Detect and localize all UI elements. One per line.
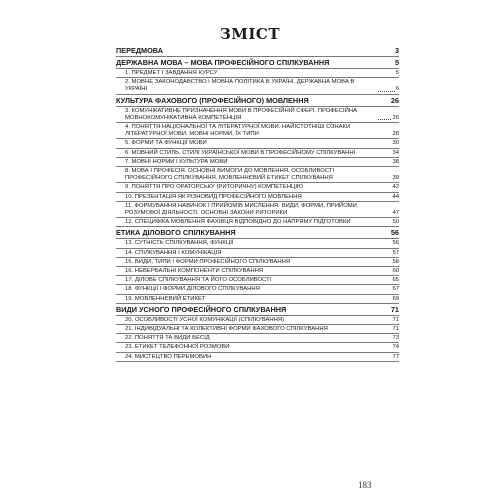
toc-entry-page: 26 <box>392 114 399 121</box>
toc-subsection-item <box>116 107 399 123</box>
toc-leader <box>208 142 392 146</box>
toc-entry-title: ДЕРЖАВНА МОВА – МОВА ПРОФЕСІЙНОГО СПІЛКУВАННЯ <box>116 58 330 67</box>
toc-entry-title: 16. НЕВЕРБАЛЬНІ КОМПОНЕНТИ СПІЛКУВАННЯ <box>125 268 264 275</box>
toc-entry-page: 28 <box>392 131 399 138</box>
toc-subsection-item <box>116 69 399 78</box>
toc-leader <box>378 132 391 136</box>
toc-subsection-item <box>116 325 399 334</box>
toc-entry-title: 10. ПРЕЗЕНТАЦІЯ ЯК РІЗНОВИД ПРОФЕСІЙНОГО МОВЛЕННЯ <box>125 193 302 200</box>
toc-entry-page: 30 <box>392 140 399 147</box>
toc-entry-page: 34 <box>392 149 399 156</box>
toc-leader <box>310 99 390 103</box>
toc-entry-page: 39 <box>392 175 399 182</box>
toc-leader <box>304 186 392 190</box>
toc-entry-page: 26 <box>390 95 399 105</box>
toc-entry-title: 19. МОВЛЕННЄВИЙ ЕТИКЕТ <box>125 295 206 302</box>
toc-entry-title: 13. СУТНІСТЬ СПІЛКУВАННЯ, ФУНКЦІЇ <box>125 240 234 247</box>
toc-entry-page: 50 <box>392 219 399 226</box>
toc-entry-title: 22. ПОНЯТТЯ ТА ВИДИ БЕСІД <box>125 335 210 342</box>
toc-entry-page: 5 <box>395 70 399 76</box>
toc-subsection-item <box>116 158 399 167</box>
toc-entry-page: 71 <box>392 316 399 323</box>
toc-subsection-item <box>116 218 399 227</box>
toc-entry-page: 74 <box>392 344 399 351</box>
toc-leader <box>206 297 391 301</box>
toc-subsection-item <box>116 276 399 285</box>
toc-subsection-item <box>116 343 399 352</box>
toc-entry-title: 12. СПЕЦИФІКА МОВЛЕННЯ ФАХІВЦЯ ВІДПОВІДНО ДО НАПРЯМУ ПІДГОТОВКИ <box>125 219 351 226</box>
toc-leader <box>212 355 391 359</box>
toc-entry-title: 11. ФОРМУВАННЯ НАВИЧОК І ПРИЙОМІВ МИСЛЕННЯ. ВИДИ, ФОРМИ, ПРИЙОМИ РОЗУМОВОЇ ДІЯЛЬНОСТІ. ОСНОВНІ ЗАКОНИ РИТОРИКИ <box>125 202 357 217</box>
toc-subsection-item <box>116 193 399 202</box>
toc-leader <box>378 87 395 92</box>
toc-entry-title: 6. МОВНИЙ СТИЛЬ. СТИЛІ УКРАЇНСЬКОЇ МОВИ В ПРОФЕСІЙНОМУ СПІЛКУВАННІ <box>125 149 356 156</box>
toc-leader <box>272 278 391 282</box>
toc-entry-title: 7. МОВНІ НОРМИ І КУЛЬТУРА МОВИ <box>125 158 228 165</box>
toc-subsection-item <box>116 78 399 94</box>
toc-leader <box>378 115 391 120</box>
toc-entry-title: 21. ІНДИВІДУАЛЬНІ ТА КОЛЕКТИВНІ ФОРМИ ФАХОВОГО СПІЛКУВАННЯ <box>125 326 328 333</box>
toc-entry-title: КУЛЬТУРА ФАХОВОГО (ПРОФЕСІЙНОГО) МОВЛЕННЯ <box>116 95 309 105</box>
toc-leader <box>264 269 391 273</box>
toc-leader <box>237 231 390 235</box>
toc-leader <box>229 160 392 164</box>
toc-entry-page: 77 <box>392 353 399 360</box>
toc-subsection-item <box>116 239 399 248</box>
toc-entry-page: 47 <box>392 210 399 217</box>
toc-leader <box>234 242 391 246</box>
toc-leader <box>261 288 392 292</box>
toc-entry-title: ЕТИКА ДІЛОВОГО СПІЛКУВАННЯ <box>116 228 236 238</box>
toc-entry-page: 67 <box>392 286 399 293</box>
toc-leader <box>329 327 392 331</box>
toc-entry-title: 23. ЕТИКЕТ ТЕЛЕФОННОЇ РОЗМОВИ <box>125 344 230 351</box>
toc-entry-title: 5. ФОРМИ ТА ФУНКЦІЇ МОВИ <box>125 140 207 147</box>
toc-leader <box>231 346 392 350</box>
toc-entry-title: 2. МОВНЕ ЗАКОНОДАВСТВО І МОВНА ПОЛІТИКА В УКРАЇНІ. ДЕРЖАВНА МОВА В УКРАЇНІ <box>125 79 355 93</box>
toc-entry-title: 18. ФУНКЦІЇ І ФОРМИ ДІЛОВОГО СПІЛКУВАННЯ <box>125 286 260 293</box>
toc-subsection-item <box>116 285 399 294</box>
toc-subsection-item <box>116 202 399 218</box>
toc-leader <box>378 211 391 215</box>
toc-entry-title: ВИДИ УСНОГО ПРОФЕСІЙНОГО СПІЛКУВАННЯ <box>116 304 287 314</box>
toc-subsection-item <box>116 316 399 325</box>
toc-entry-title: 9. ПОНЯТТЯ ПРО ОРАТОРСЬКУ (РИТОРИЧНУ) КОМПЕТЕНЦІЮ <box>125 184 303 191</box>
toc-subsection-item <box>116 167 399 183</box>
toc-entry-page: 56 <box>392 240 399 247</box>
toc-entry-page: 3 <box>394 46 399 55</box>
toc-subsection-item <box>116 183 399 192</box>
toc-subsection-item <box>116 267 399 276</box>
toc-section-heading <box>116 95 399 107</box>
toc-entry-page: 5 <box>394 58 399 67</box>
toc-entry-page: 73 <box>392 335 399 342</box>
toc-entry-title: 8. МОВА І ПРОФЕСІЯ. ОСНОВНІ ВИМОГИ ДО МОВЛЕННЯ. ОСОБЛИВОСТІ ПРОФЕСІЙНОГО СПІЛКУВАННЯ. МОВЛЕННЄВИЙ ЕТИКЕТ СПІЛКУВАННЯ <box>125 168 335 182</box>
toc-leader <box>164 49 394 53</box>
toc-subsection-item <box>116 139 399 148</box>
toc-leader <box>378 176 391 180</box>
toc-entry-page: 69 <box>392 295 399 302</box>
toc-entry-page: 38 <box>392 158 399 165</box>
toc-section-heading <box>116 227 399 239</box>
toc-entry-page: 65 <box>392 277 399 284</box>
toc-leader <box>291 260 391 264</box>
toc-entry-title: 15. ВИДИ, ТИПИ І ФОРМИ ПРОФЕСІЙНОГО СПІЛКУВАННЯ <box>125 258 291 265</box>
toc-subsection-item <box>116 123 399 139</box>
table-of-contents <box>116 45 399 362</box>
toc-leader <box>285 318 391 322</box>
toc-subsection-item <box>116 258 399 267</box>
toc-entry-title: 3. КОМУНІКАТИВНЕ ПРИЗНАЧЕННЯ МОВИ В ПРОФЕСІЙНІЙ СФЕРІ. ПРОФЕСІЙНА МОВНОКОМУНІКАТИВНА КОМПЕТЕНЦІЯ <box>125 107 358 121</box>
toc-entry-title: 1. ПРЕДМЕТ І ЗАВДАННЯ КУРСУ <box>125 70 218 76</box>
toc-entry-title: 24. МИСТЕЦТВО ПЕРЕМОВИН <box>125 353 212 360</box>
toc-entry-title: ПЕРЕДМОВА <box>116 46 163 55</box>
toc-section-heading <box>116 57 399 69</box>
toc-section-heading <box>116 304 399 316</box>
toc-entry-page: 71 <box>390 304 399 314</box>
toc-leader <box>330 61 394 65</box>
toc-subsection-item <box>116 353 399 362</box>
page-number: 183 <box>358 480 372 490</box>
toc-entry-title: 20. ОСОБЛИВОСТІ УСНОЇ КОМУНІКАЦІЇ (СПІЛКУВАННЯ) <box>125 316 285 323</box>
toc-entry-page: 71 <box>392 326 399 333</box>
toc-leader <box>218 71 394 75</box>
toc-leader <box>303 195 392 199</box>
toc-entry-page: 57 <box>392 249 399 256</box>
toc-subsection-item <box>116 149 399 158</box>
toc-leader <box>211 336 392 340</box>
toc-leader <box>223 251 392 255</box>
toc-subsection-item <box>116 334 399 343</box>
toc-leader <box>356 151 391 155</box>
toc-entry-title: 14. СПІЛКУВАННЯ І КОМУНІКАЦІЯ <box>125 249 222 256</box>
toc-subsection-item <box>116 249 399 258</box>
toc-entry-page: 6 <box>395 86 399 93</box>
toc-entry-title: 4. ПОНЯТТЯ НАЦІОНАЛЬНОЇ ТА ЛІТЕРАТУРНОЇ МОВИ. НАЙІСТОТНІШІ ОЗНАКИ ЛІТЕРАТУРНОЇ МОВИ. МОВНІ НОРМИ, ЇХ ТИПИ <box>125 124 351 138</box>
toc-entry-page: 42 <box>392 184 399 191</box>
page-title: ЗМІСТ <box>219 25 281 43</box>
toc-leader <box>287 308 390 312</box>
toc-entry-page: 56 <box>390 228 399 238</box>
toc-section-heading <box>116 45 399 57</box>
toc-entry-page: 44 <box>392 193 399 200</box>
toc-leader <box>352 220 392 224</box>
toc-entry-title: 17. ДІЛОВЕ СПІЛКУВАННЯ ТА ЙОГО ОСОБЛИВОСТІ <box>125 277 272 284</box>
toc-entry-page: 60 <box>392 268 399 275</box>
toc-subsection-item <box>116 295 399 304</box>
toc-entry-page: 58 <box>392 258 399 265</box>
